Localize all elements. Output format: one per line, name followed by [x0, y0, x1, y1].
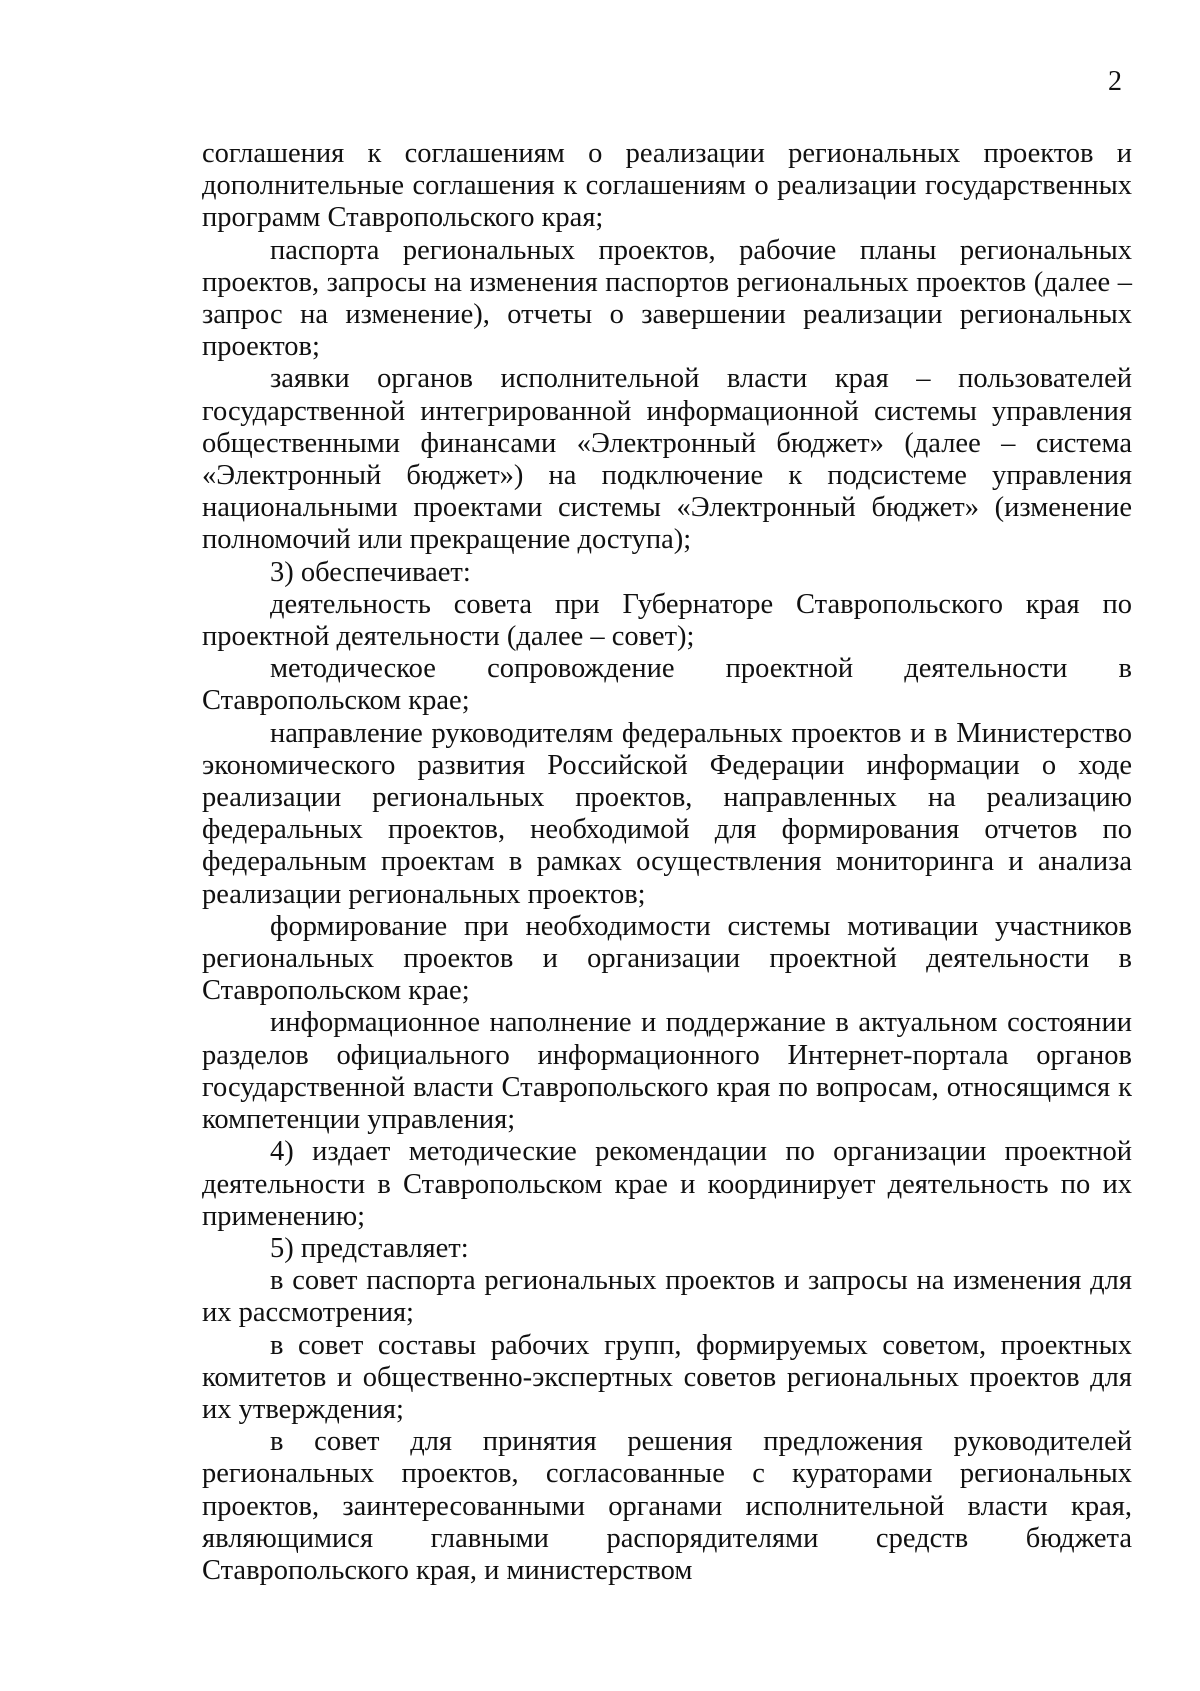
paragraph-proposals: в совет для принятия решения предложения руководителей региональных проектов, согласованные с кураторами региональных проектов, заинтересованными органами исполнительной власти края, являющимися главными распорядителями средств бюджета Ставропольского края, и министерством: [202, 1426, 1132, 1586]
paragraph-federal-reporting: направление руководителям федеральных проектов и в Министерство экономического развития Российской Федерации информации о ходе реализации региональных проектов, направленных на реализацию федеральных проектов, необходимой для формирования отчетов по федеральным проектам в рамках осуществления мониторинга и анализа реализации региональных проектов;: [202, 717, 1132, 910]
paragraph-project-passports: паспорта региональных проектов, рабочие планы региональных проектов, запросы на изменения паспортов региональных проектов (далее – запрос на изменение), отчеты о завершении реализации региональных проектов;: [202, 234, 1132, 363]
paragraph-working-groups: в совет составы рабочих групп, формируемых советом, проектных комитетов и общественно-экспертных советов региональных проектов для их утверждения;: [202, 1329, 1132, 1425]
paragraph-council-activity: деятельность совета при Губернаторе Ставропольского края по проектной деятельности (далее – совет);: [202, 588, 1132, 653]
paragraph-agreements: соглашения к соглашениям о реализации региональных проектов и дополнительные соглашения к соглашениям о реализации государственных программ Ставропольского края;: [202, 138, 1132, 234]
paragraph-portal-content: информационное наполнение и поддержание в актуальном состоянии разделов официального информационного Интернет-портала органов государственной власти Ставропольского края по вопросам, относящимся к компетенции управления;: [202, 1007, 1132, 1136]
paragraph-motivation-system: формирование при необходимости системы мотивации участников региональных проектов и организации проектной деятельности в Ставропольском крае;: [202, 910, 1132, 1007]
paragraph-passports-to-council: в совет паспорта региональных проектов и запросы на изменения для их рассмотрения;: [202, 1265, 1132, 1329]
paragraph-budget-system-requests: заявки органов исполнительной власти края – пользователей государственной интегрированной информационной системы управления общественными финансами «Электронный бюджет» (далее – система «Электронный бюджет») на подключение к подсистеме управления национальными проектами системы «Электронный бюджет» (изменение полномочий или прекращение доступа);: [202, 363, 1132, 556]
paragraph-item-5-heading: 5) представляет:: [270, 1232, 469, 1264]
paragraph-item-4-recommendations: 4) издает методические рекомендации по организации проектной деятельности в Ставропольском крае и координирует деятельность по их применению;: [202, 1136, 1132, 1232]
paragraph-item-3-heading: 3) обеспечивает:: [270, 556, 471, 588]
page-number: 2: [1108, 66, 1122, 97]
paragraph-methodical-support: методическое сопровождение проектной деятельности в Ставропольском крае;: [202, 653, 1132, 717]
document-body: [202, 138, 1132, 1587]
